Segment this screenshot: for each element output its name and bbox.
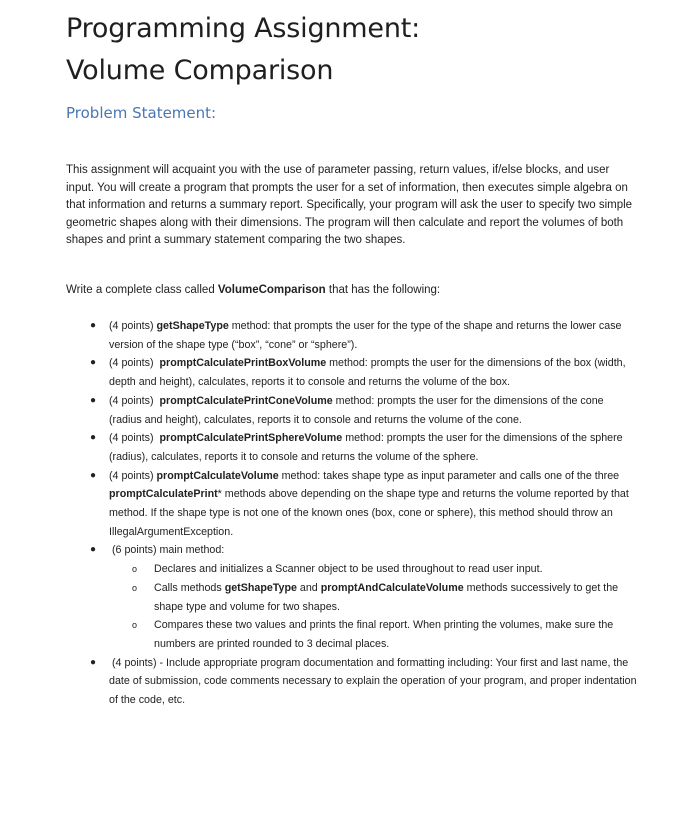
bullet-icon: ●	[90, 544, 97, 556]
bullet-icon: ●	[90, 656, 97, 668]
method-name: getShapeType	[156, 320, 229, 332]
method-name: getShapeType	[224, 581, 297, 594]
method-name: promptCalculatePrintSphereVolume	[159, 432, 343, 445]
circle-bullet-icon: o	[132, 620, 138, 631]
title-line-1: Programming Assignment:	[66, 13, 421, 44]
list-item: ● (4 points) promptCalculatePrintSphereVolume method: prompts the user for the dimensions of the sphere (radius), calculates, reports it to console and returns the volume of the sphere.	[90, 429, 638, 466]
list-item: ● (4 points) promptCalculatePrintBoxVolume method: prompts the user for the dimensions of the box (width, depth and height), calculates, reports it to console and returns the volume of the box.	[90, 354, 638, 391]
bullet-icon: ●	[90, 394, 97, 406]
sub-list-item: o Compares these two values and prints the final report. When printing the volumes, make sure the numbers are printed rounded to 3 decimal places.	[129, 616, 638, 653]
page-title	[66, 8, 420, 92]
method-name: promptCalculateVolume	[156, 469, 279, 482]
method-name: promptCalculatePrintBoxVolume	[159, 357, 327, 370]
main-method-sublist	[109, 560, 638, 654]
method-name: promptCalculatePrintConeVolume	[159, 394, 333, 407]
class-sentence	[66, 282, 638, 300]
class-name: VolumeComparison	[217, 284, 326, 296]
list-item: ● (4 points) promptCalculatePrintConeVolume method: prompts the user for the dimensions of the cone (radius and height), calculates, reports it to console and returns the volume of the cone.	[90, 392, 638, 429]
list-item: ● (4 points) - Include appropriate program documentation and formatting including: Your first and last name, the date of submission, code comments necessary to explain the operation of your program, and proper indentation of the code, etc.	[90, 654, 638, 710]
title-line-2: Volume Comparison	[66, 55, 334, 86]
bullet-icon: ●	[90, 432, 97, 444]
intro-paragraph: This assignment will acquaint you with the use of parameter passing, return values, if/else blocks, and user input. You will create a program that prompts the user for a set of information, then executes simple algebra on that information and returns a summary report. Specifically, your program will ask the user to specify two simple geometric shapes along with their dimensions. The program will then calculate and report the volumes of both shapes and print a summary statement comparing the two shapes.	[66, 164, 633, 247]
list-item: ● (6 points) main method: o Declares and initializes a Scanner object to be used throughout to read user input. o Calls methods getShapeType and promptAndCalculateVolume methods successively to get the shape type and volume for two shapes. o Compares these two values and prints the final report. When printing the volumes, make sure the numbers are printed rounded to 3 decimal places.	[90, 541, 638, 653]
section-heading: Problem Statement:	[66, 104, 217, 122]
bullet-icon: ●	[90, 320, 97, 331]
method-name: promptCalculatePrint	[109, 488, 218, 501]
list-item: ● (4 points) promptCalculateVolume method: takes shape type as input parameter and calls one of the three promptCalculatePrint* methods above depending on the shape type and returns the volume reported by that method. If the shape type is not one of the known ones (box, cone or sphere), this method should throw an IllegalArgumentException.	[90, 467, 638, 542]
bullet-icon: ●	[90, 469, 97, 481]
sub-list-item: o Calls methods getShapeType and promptAndCalculateVolume methods successively to get the shape type and volume for two shapes.	[129, 579, 638, 616]
class-sentence-prefix: Write a complete class called	[66, 284, 218, 296]
circle-bullet-icon: o	[132, 564, 138, 575]
sub-list-item: o Declares and initializes a Scanner object to be used throughout to read user input.	[129, 560, 638, 579]
class-sentence-suffix: that has the following:	[325, 284, 441, 296]
bullet-icon: ●	[90, 357, 97, 369]
requirements-list	[90, 317, 638, 710]
method-name: promptAndCalculateVolume	[320, 581, 464, 594]
list-item: ● (4 points) getShapeType method: that prompts the user for the type of the shape and returns the lower case version of the shape type (“box”, “cone” or “sphere”).	[90, 317, 638, 354]
circle-bullet-icon: o	[132, 582, 138, 593]
